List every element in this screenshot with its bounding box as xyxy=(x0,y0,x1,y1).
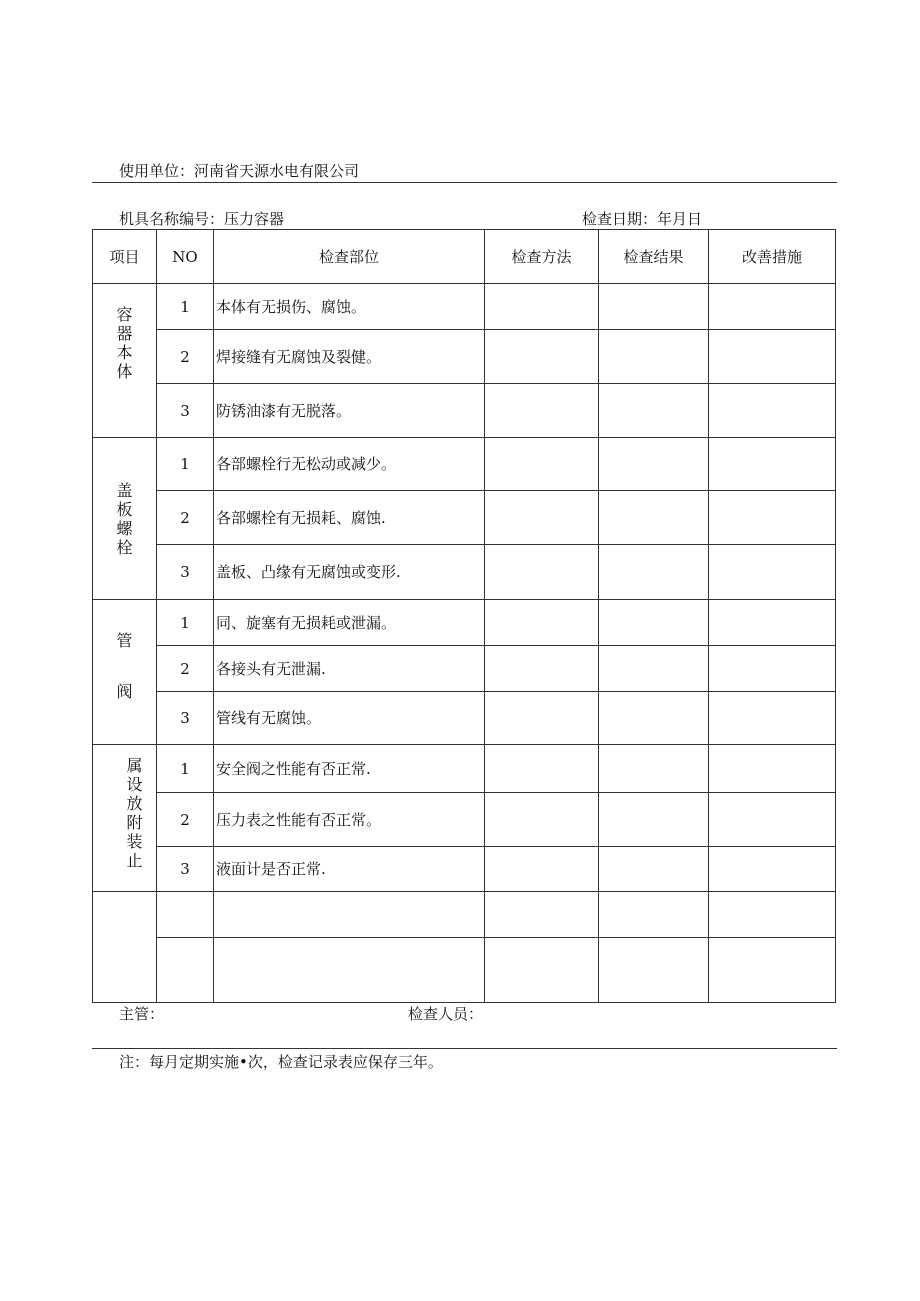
method-cell[interactable] xyxy=(485,646,599,692)
improvement-cell[interactable] xyxy=(709,545,836,600)
blank-part-cell[interactable] xyxy=(214,892,485,938)
blank-no-cell[interactable] xyxy=(157,892,214,938)
table-row xyxy=(93,692,836,745)
improvement-cell[interactable] xyxy=(709,600,836,646)
row-no: 3 xyxy=(157,692,214,745)
improvement-cell[interactable] xyxy=(709,438,836,491)
row-part: 焊接缝有无腐蚀及裂健。 xyxy=(214,330,485,384)
method-cell[interactable] xyxy=(485,384,599,438)
row-no: 3 xyxy=(157,847,214,892)
col-header-improvement: 改善措施 xyxy=(709,230,836,284)
method-cell[interactable] xyxy=(485,330,599,384)
col-header-part: 检查部位 xyxy=(214,230,485,284)
table-row xyxy=(93,600,836,646)
row-part: 防锈油漆有无脱落。 xyxy=(214,384,485,438)
col-header-method: 检查方法 xyxy=(485,230,599,284)
method-cell[interactable] xyxy=(485,892,599,938)
blank-no-cell[interactable] xyxy=(157,938,214,1003)
result-cell[interactable] xyxy=(599,692,709,745)
supervisor-label: 主管： xyxy=(119,1005,165,1023)
row-no: 3 xyxy=(157,545,214,600)
result-cell[interactable] xyxy=(599,545,709,600)
row-no: 3 xyxy=(157,384,214,438)
row-part: 盖板、凸缘有无腐蚀或变形. xyxy=(214,545,485,600)
table-row xyxy=(93,491,836,545)
result-cell[interactable] xyxy=(599,284,709,330)
inspection-date-label: 检查日期：年月日 xyxy=(582,210,703,228)
table-row xyxy=(93,847,836,892)
row-no: 1 xyxy=(157,745,214,793)
method-cell[interactable] xyxy=(485,600,599,646)
result-cell[interactable] xyxy=(599,847,709,892)
row-part: 各部螺栓有无损耗、腐蚀. xyxy=(214,491,485,545)
table-row xyxy=(93,545,836,600)
improvement-cell[interactable] xyxy=(709,892,836,938)
row-no: 1 xyxy=(157,600,214,646)
improvement-cell[interactable] xyxy=(709,692,836,745)
row-part: 管线有无腐蚀。 xyxy=(214,692,485,745)
group-label-accessories: 属设放附装止 xyxy=(93,745,157,892)
table-row-blank xyxy=(93,938,836,1003)
result-cell[interactable] xyxy=(599,600,709,646)
col-header-item: 项目 xyxy=(93,230,157,284)
table-row xyxy=(93,284,836,330)
result-cell[interactable] xyxy=(599,330,709,384)
group-label-vessel-body: 容器本体 xyxy=(93,284,157,438)
improvement-cell[interactable] xyxy=(709,491,836,545)
result-cell[interactable] xyxy=(599,793,709,847)
row-no: 1 xyxy=(157,438,214,491)
col-header-no: NO xyxy=(157,230,214,284)
row-no: 2 xyxy=(157,330,214,384)
table-row xyxy=(93,384,836,438)
inspection-table xyxy=(92,229,836,1003)
result-cell[interactable] xyxy=(599,745,709,793)
row-no: 1 xyxy=(157,284,214,330)
blank-part-cell[interactable] xyxy=(214,938,485,1003)
method-cell[interactable] xyxy=(485,284,599,330)
table-row-blank xyxy=(93,892,836,938)
row-no: 2 xyxy=(157,491,214,545)
improvement-cell[interactable] xyxy=(709,384,836,438)
row-part: 安全阀之性能有否正常. xyxy=(214,745,485,793)
table-row xyxy=(93,438,836,491)
result-cell[interactable] xyxy=(599,938,709,1003)
col-header-result: 检查结果 xyxy=(599,230,709,284)
group-label-cover-bolts: 盖板螺栓 xyxy=(93,438,157,600)
method-cell[interactable] xyxy=(485,793,599,847)
footer-note: 注：每月定期实施•次，检查记录表应保存三年。 xyxy=(119,1053,443,1071)
result-cell[interactable] xyxy=(599,384,709,438)
row-no: 2 xyxy=(157,793,214,847)
table-header-row xyxy=(93,230,836,284)
improvement-cell[interactable] xyxy=(709,793,836,847)
method-cell[interactable] xyxy=(485,491,599,545)
group-label-pipes-valves: 管阀 xyxy=(93,600,157,745)
row-part: 同、旋塞有无损耗或泄漏。 xyxy=(214,600,485,646)
result-cell[interactable] xyxy=(599,646,709,692)
unit-label: 使用单位：河南省天源水电有限公司 xyxy=(119,162,360,180)
table-row xyxy=(93,793,836,847)
inspector-label: 检查人员： xyxy=(408,1005,484,1023)
blank-group-cell[interactable] xyxy=(93,892,157,1003)
method-cell[interactable] xyxy=(485,438,599,491)
result-cell[interactable] xyxy=(599,892,709,938)
row-part: 本体有无损伤、腐蚀。 xyxy=(214,284,485,330)
row-no: 2 xyxy=(157,646,214,692)
row-part: 各接头有无泄漏. xyxy=(214,646,485,692)
method-cell[interactable] xyxy=(485,545,599,600)
method-cell[interactable] xyxy=(485,938,599,1003)
row-part: 各部螺栓行无松动或减少。 xyxy=(214,438,485,491)
improvement-cell[interactable] xyxy=(709,938,836,1003)
table-row xyxy=(93,330,836,384)
footer-divider xyxy=(92,1048,837,1049)
method-cell[interactable] xyxy=(485,692,599,745)
improvement-cell[interactable] xyxy=(709,646,836,692)
header-divider xyxy=(92,182,837,183)
improvement-cell[interactable] xyxy=(709,284,836,330)
method-cell[interactable] xyxy=(485,745,599,793)
row-part: 压力表之性能有否正常。 xyxy=(214,793,485,847)
table-row xyxy=(93,745,836,793)
method-cell[interactable] xyxy=(485,847,599,892)
table-row xyxy=(93,646,836,692)
row-part: 液面计是否正常. xyxy=(214,847,485,892)
result-cell[interactable] xyxy=(599,438,709,491)
improvement-cell[interactable] xyxy=(709,745,836,793)
improvement-cell[interactable] xyxy=(709,847,836,892)
improvement-cell[interactable] xyxy=(709,330,836,384)
result-cell[interactable] xyxy=(599,491,709,545)
equipment-label: 机具名称编号：压力容器 xyxy=(119,210,285,228)
